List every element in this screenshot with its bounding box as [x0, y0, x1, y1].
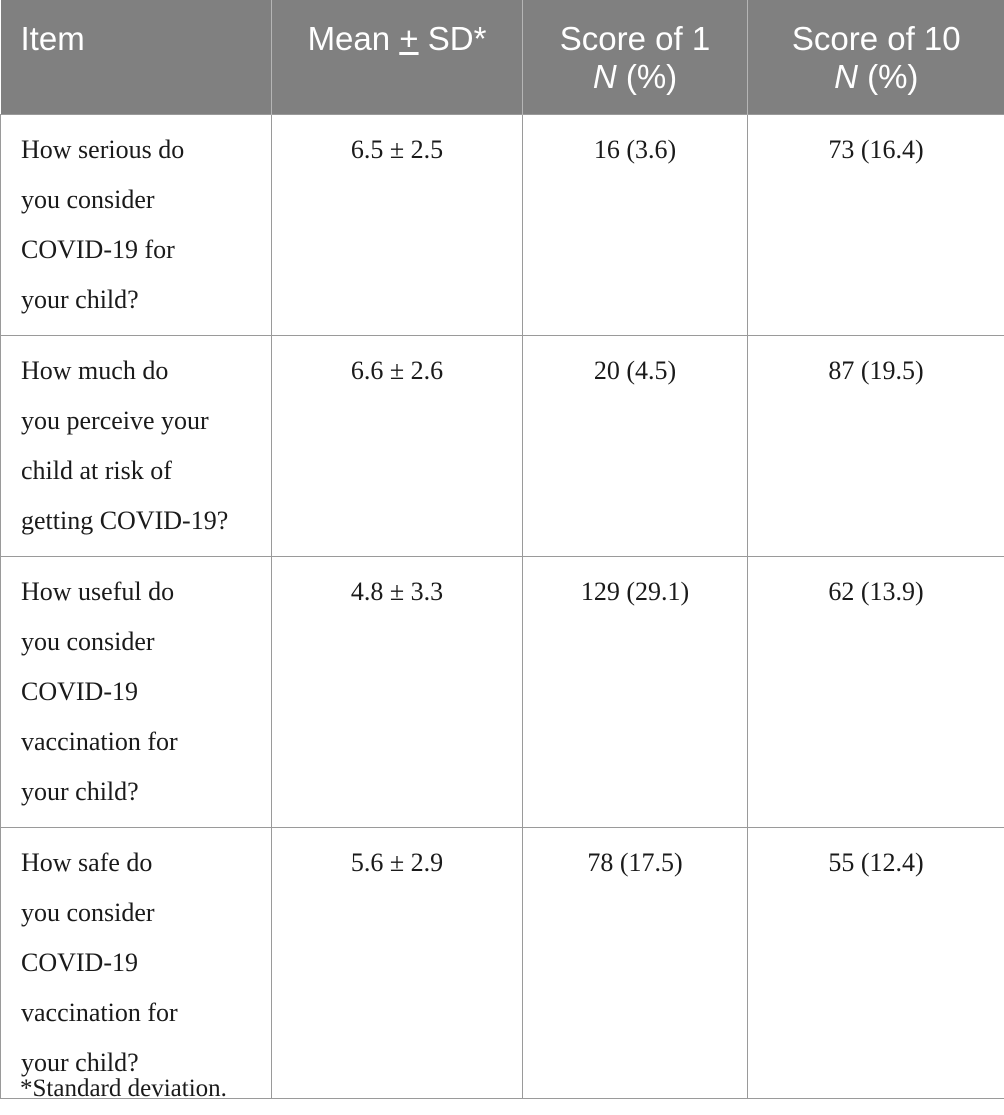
item-text-line: How serious do [21, 134, 185, 164]
header-score-1-label: Score of 1 [559, 20, 711, 57]
item-text-line: child at risk of [21, 455, 172, 485]
table-row [1, 827, 1004, 1098]
item-cell [1, 556, 272, 827]
item-text-line: How safe do [21, 847, 153, 877]
table-footnote: *Standard deviation. [20, 1075, 227, 1102]
item-cell [1, 335, 272, 556]
score-1-cell: 78 (17.5) [523, 827, 748, 1098]
item-text-line: your child? [21, 1047, 139, 1077]
header-pm-symbol: + [399, 20, 419, 57]
mean-sd-cell: 6.5 ± 2.5 [272, 114, 523, 335]
table-body [1, 114, 1004, 1098]
item-text-line: you consider [21, 184, 155, 214]
header-score-1-unit [533, 58, 737, 96]
header-mean-sd-label [282, 20, 512, 58]
table-row [1, 335, 1004, 556]
item-text-line: vaccination for [21, 726, 178, 756]
header-score-10-pct: (%) [857, 58, 919, 95]
item-text-line: COVID-19 for [21, 234, 175, 264]
score-10-cell: 62 (13.9) [748, 556, 1004, 827]
item-text-line: How much do [21, 355, 169, 385]
mean-sd-cell: 6.6 ± 2.6 [272, 335, 523, 556]
score-10-cell: 87 (19.5) [748, 335, 1004, 556]
mean-sd-cell: 5.6 ± 2.9 [272, 827, 523, 1098]
table-header [1, 0, 1004, 114]
header-mean-label: Mean [307, 20, 400, 57]
header-score-10-label: Score of 10 [791, 20, 961, 57]
header-sd-label: SD* [418, 20, 487, 57]
item-text-line: your child? [21, 776, 139, 806]
item-text-line: getting COVID-19? [21, 505, 229, 535]
header-score-1-pct: (%) [616, 58, 678, 95]
item-text-line: COVID-19 [21, 676, 138, 706]
score-10-cell: 55 (12.4) [748, 827, 1004, 1098]
header-score-10-n: N [834, 58, 858, 95]
score-1-cell: 16 (3.6) [523, 114, 748, 335]
item-cell [1, 114, 272, 335]
header-mean-sd [272, 0, 523, 114]
item-text-line: COVID-19 [21, 947, 138, 977]
header-score-1-n: N [592, 58, 617, 95]
header-score-10-unit [758, 58, 995, 96]
header-item-label: Item [20, 20, 85, 57]
score-1-cell: 129 (29.1) [523, 556, 748, 827]
table-row [1, 114, 1004, 335]
item-text-line: you consider [21, 626, 155, 656]
table-row [1, 556, 1004, 827]
item-text-line: vaccination for [21, 997, 178, 1027]
header-score-10 [748, 0, 1004, 114]
item-text-line: your child? [21, 284, 139, 314]
header-item [1, 0, 272, 114]
score-1-cell: 20 (4.5) [523, 335, 748, 556]
header-row [1, 0, 1004, 114]
item-text-line: you perceive your [21, 405, 209, 435]
item-text-line: you consider [21, 897, 155, 927]
item-cell [1, 827, 272, 1098]
header-score-1 [523, 0, 748, 114]
score-10-cell: 73 (16.4) [748, 114, 1004, 335]
mean-sd-cell: 4.8 ± 3.3 [272, 556, 523, 827]
item-text-line: How useful do [21, 576, 175, 606]
